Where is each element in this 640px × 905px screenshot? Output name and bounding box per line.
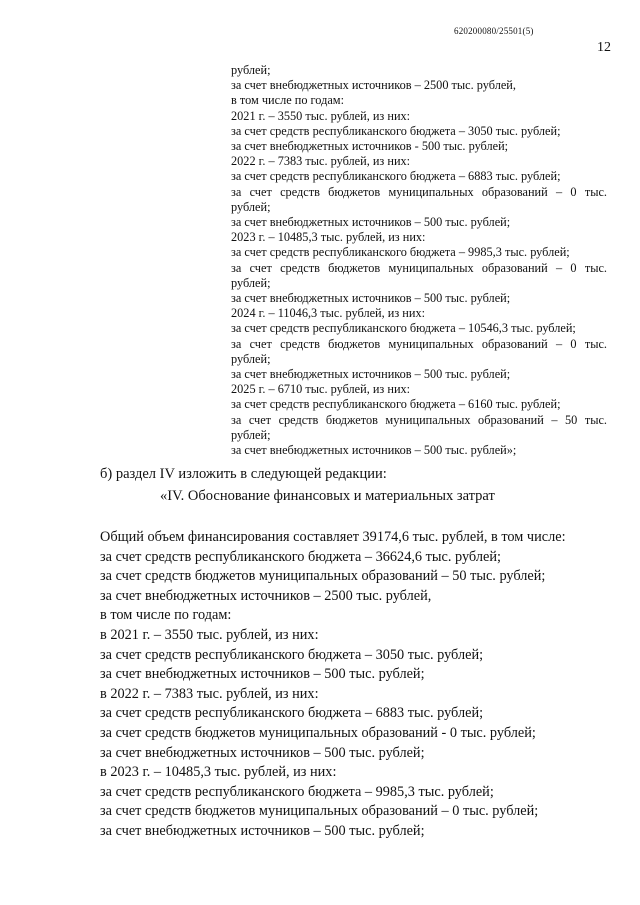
text-line: за счет средств республиканского бюджета – 3050 тыс. рублей;: [100, 646, 484, 663]
text-line: за счет внебюджетных источников – 500 тыс. рублей;: [231, 367, 511, 382]
page-number: 12: [597, 40, 611, 55]
text-line: за счет средств бюджетов муниципальных образований – 0 тыс.: [231, 184, 607, 199]
text-line: в том числе по годам:: [231, 93, 345, 108]
text-line: за счет средств республиканского бюджета – 3050 тыс. рублей;: [231, 123, 561, 138]
text-line: за счет внебюджетных источников – 500 тыс. рублей»;: [231, 443, 517, 458]
text-line: за счет внебюджетных источников – 500 тыс. рублей;: [231, 215, 511, 230]
text-line: за счет средств бюджетов муниципальных образований - 0 тыс. рублей;: [100, 724, 536, 741]
text-line: за счет средств бюджетов муниципальных образований – 0 тыс.: [231, 336, 607, 351]
text-line: за счет внебюджетных источников - 500 тыс. рублей;: [231, 139, 509, 154]
text-line: 2024 г. – 11046,3 тыс. рублей, из них:: [231, 306, 426, 321]
text-line: за счет средств республиканского бюджета – 6883 тыс. рублей;: [100, 705, 484, 722]
text-line: рублей;: [231, 351, 271, 366]
text-line: рублей;: [231, 427, 271, 442]
text-line: за счет средств республиканского бюджета – 9985,3 тыс. рублей;: [100, 783, 494, 800]
text-line: за счет внебюджетных источников – 2500 тыс. рублей,: [231, 78, 516, 93]
text-line: рублей;: [231, 199, 271, 214]
text-line: рублей;: [231, 275, 271, 290]
text-line: за счет внебюджетных источников – 500 тыс. рублей;: [100, 744, 425, 761]
amendment-instruction: б) раздел IV изложить в следующей редакции:: [100, 466, 387, 482]
text-line: за счет средств бюджетов муниципальных образований – 50 тыс. рублей;: [100, 568, 546, 585]
text-line: за счет внебюджетных источников – 2500 тыс. рублей,: [100, 587, 432, 604]
passport-financing-block: [231, 63, 607, 458]
text-line: 2022 г. – 7383 тыс. рублей, из них:: [231, 154, 411, 169]
text-line: за счет средств республиканского бюджета – 6160 тыс. рублей;: [231, 397, 561, 412]
section-title: «IV. Обоснование финансовых и материальных затрат: [160, 488, 495, 504]
text-line: за счет средств бюджетов муниципальных образований – 50 тыс.: [231, 412, 607, 427]
text-line: за счет внебюджетных источников – 500 тыс. рублей;: [100, 822, 425, 839]
text-line: за счет средств бюджетов муниципальных образований – 0 тыс.: [231, 260, 607, 275]
text-line: в 2023 г. – 10485,3 тыс. рублей, из них:: [100, 764, 337, 781]
text-line: 2025 г. – 6710 тыс. рублей, из них:: [231, 382, 411, 397]
text-line: в 2022 г. – 7383 тыс. рублей, из них:: [100, 685, 319, 702]
text-line: 2021 г. – 3550 тыс. рублей, из них:: [231, 108, 411, 123]
text-line: в том числе по годам:: [100, 607, 232, 624]
text-line: 2023 г. – 10485,3 тыс. рублей, из них:: [231, 230, 426, 245]
text-line: за счет средств республиканского бюджета – 36624,6 тыс. рублей;: [100, 548, 501, 565]
section-iv-body: [100, 528, 600, 842]
text-line: за счет внебюджетных источников – 500 тыс. рублей;: [100, 666, 425, 683]
text-line: рублей;: [231, 63, 271, 77]
text-line: Общий объем финансирования составляет 39174,6 тыс. рублей, в том числе:: [100, 529, 566, 545]
text-line: за счет внебюджетных источников – 500 тыс. рублей;: [231, 291, 511, 306]
text-line: за счет средств бюджетов муниципальных образований – 0 тыс. рублей;: [100, 803, 539, 820]
text-line: за счет средств республиканского бюджета – 9985,3 тыс. рублей;: [231, 245, 570, 260]
text-line: за счет средств республиканского бюджета – 10546,3 тыс. рублей;: [231, 321, 576, 336]
text-line: в 2021 г. – 3550 тыс. рублей, из них:: [100, 626, 319, 643]
text-line: за счет средств республиканского бюджета – 6883 тыс. рублей;: [231, 169, 561, 184]
document-code: 620200080/25501(5): [454, 26, 534, 36]
